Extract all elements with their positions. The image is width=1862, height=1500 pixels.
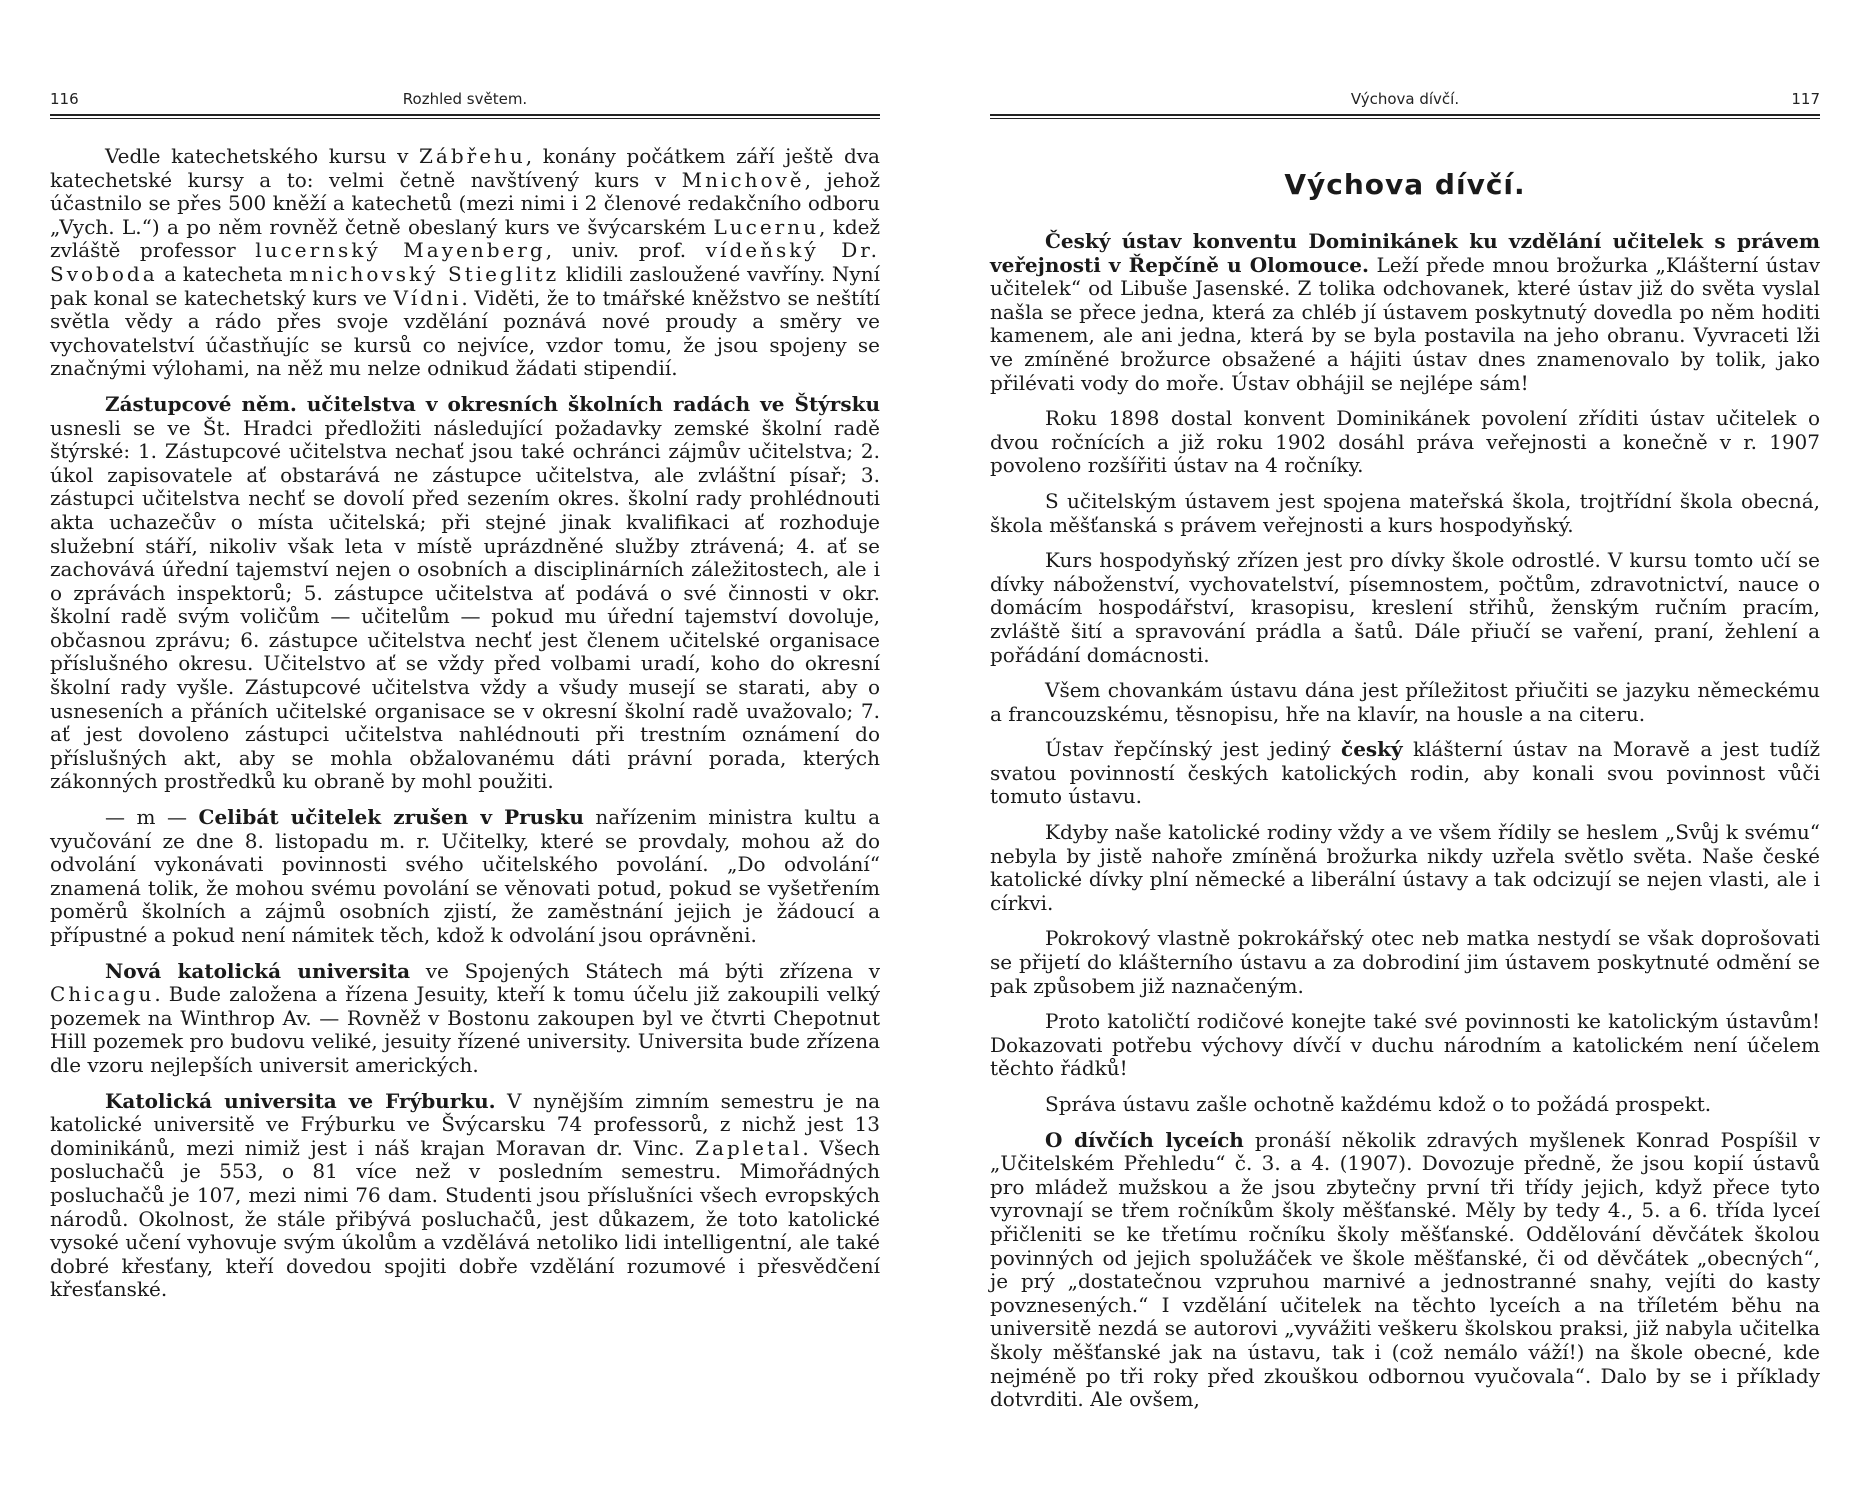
left-page-number: 116 — [50, 90, 79, 108]
text-run: . Viděti, že to tmářské kněžstvo se neštítí světla vědy a rádo přes svoje vzdělání poznává nové proudy a směry ve vychovatelství účastňujíc se kursů co nejvíce, vzdor tomu, že jsou spojeny se značnými výlohami, na něž mu nelze odnikud žádati stipendií. — [50, 285, 880, 381]
right-running-head — [990, 90, 1820, 114]
paragraph-katechetske-kursy — [50, 145, 880, 381]
paragraph-repcin-ustav — [990, 230, 1820, 395]
paragraph-jediny-cesky — [990, 738, 1820, 809]
paragraph-nova-universita — [50, 960, 880, 1078]
paragraph-divci-lycea — [990, 1129, 1820, 1412]
text-run: V nynějším zimním semestru je na katolické universitě ve Frýburku ve Švýcarsku 74 professorů, z nichž jest 13 dominikánů, mezi nimiž jest i náš krajan Moravan dr. Vinc. — [50, 1088, 881, 1160]
text-run: . Všech posluchačů je 553, o 81 více než v posledním semestru. Mimořádných posluchačů je 107, mezi nimi 76 dam. Studenti jsou příslušníci všech evropských národů. Okolnost, že stále přibývá posluchačů, jest důkazem, že toto katolické vysoké učení vyhovuje svým úkolům a vzdělává netoliko lidi intelligentní, ale také dobré křesťany, kteří dovedou spojiti dobře vzdělání rozumové i přesvědčení křesťanské. — [50, 1135, 881, 1302]
left-header-rule — [50, 114, 880, 119]
paragraph-zastupcove-stirsko — [50, 393, 880, 794]
paragraph-celibat-ucitelek — [50, 806, 880, 948]
spaced-word: Zábřehu — [419, 144, 526, 168]
spaced-word: lucernský Mayenberg — [255, 238, 546, 263]
spaced-word: Mnichově — [681, 167, 805, 192]
text-run: pronáší několik zdravých myšlenek Konrad Pospíšil v „Učitelském Přehledu“ č. 3. a 4. (1907). Dovozuje předně, že jsou kopií ústavů pro mládež mužskou a že jsou zbytečny první tři třídy jejich, když přece tyto vyrovnají se třem ročníkům školy měšťanské. Měly by tedy 4., 5. a 6. třída lyceí přičleniti se ke třetímu ročníku školy měšťanské. Oddělování děvčátek školou povinných od jejich spolužáček ve škole měšťanské, či od děvčátek „obecných“, je prý „dostatečnou vzpruhou marnivé a jednostranné snahy, vejíti do kasty povznesených.“ I vzdělání učitelek na těchto lyceích a na tříletém běhu na universitě nezdá se autorovi „vyvážiti veškeru školskou praksi, již nabyla učitelka školy měšťanské jak na ústavu, tak i (což nemálo váží!) na škole obecné, kde nejméně po tři roky před zkouškou odbornou vyučovala“. Dalo by se i příklady dotvrditi. Ale ovšem, — [990, 1127, 1820, 1412]
paragraph-kurs-hospodynsky: Kurs hospodyňský zřízen jest pro dívky škole odrostlé. V kursu tomto učí se dívky náboženství, vychovatelství, písemnostem, počtům, zdravotnictví, nauce o domácím hospodářství, krasopisu, kreslení střihů, ženským ručním pracím, zvláště šití a spravování prádla a šatů. Dále přiučí se vaření, praní, žehlení a pořádání domácnosti. — [990, 548, 1820, 667]
paragraph-heading: Zástupcové něm. učitelstva v okresních školních radách ve Štýrsku — [105, 391, 880, 416]
right-header-rule — [990, 114, 1820, 119]
spaced-word: Vídni — [393, 285, 462, 310]
text-run: klidili zasloužené vavříny. Nyní pak konal se katechetský kurs ve — [50, 261, 881, 310]
right-page — [990, 0, 1820, 1500]
paragraph-pokrokovy-otec: Pokrokový vlastně pokrokářský otec neb matka nestydí se však doprošovati se přijetí do klášterního ústavu a za dobrodiní jim ústavem poskytnuté odmění se pak způsobem již naznačeným. — [990, 926, 1820, 998]
paragraph-sprava-prospekt: Správa ústavu zašle ochotně každému kdož o to požádá prospekt. — [1045, 1092, 1712, 1116]
left-running-title: Rozhled světem. — [402, 90, 528, 108]
spaced-word: Zapletal — [695, 1135, 803, 1160]
left-body — [50, 145, 880, 1314]
right-running-title: Výchova dívčí. — [1350, 90, 1460, 108]
right-page-number: 117 — [1791, 90, 1820, 108]
emphasis-word: český — [1341, 737, 1403, 762]
spaced-word: vídeňský Dr. Svoboda — [50, 238, 881, 286]
text-run: Leží přede mnou brožurka „Klášterní ústav učitelek“ od Libuše Jasenské. Z tolika odchovanek, které ústav již do světa vyslal našla se přece jedna, která za chléb jí ústavem poskytnutý dovedla po něm hoditi kamenem, ale ani jedna, která by se byla postavila na jeho obranu. Vyvraceti lži ve zmíněné brožurce obsažené a hájiti ústav dnes znamenovalo by tolik, jako přilévati vody do moře. Ústav obhájil se nejlépe sám! — [990, 252, 1820, 395]
paragraph-svuj-k-svemu: Kdyby naše katolické rodiny vždy a ve všem řídily se heslem „Svůj k svému“ nebyla by jistě nahoře zmíněná brožurka nikdy uzřela světlo světa. Naše české katolické dívky plní německé a liberální ústavy a tak odcizují se nejen vlasti, ale i církvi. — [990, 820, 1820, 915]
text-run: klášterní ústav na Moravě a jest tudíž svatou povinností českých katolických rodin, aby konali svou povinnost vůči tomuto ústavu. — [990, 737, 1820, 809]
paragraph-katolicti-rodicove: Proto katoličtí rodičové konejte také své povinnosti ke katolickým ústavům! Dokazovati potřebu výchovy dívčí v duchu národním a katolickém není účelem těchto řádků! — [990, 1009, 1820, 1081]
text-run: . Bude založena a řízena Jesuity, kteří k tomu účelu již zakoupili velký pozemek na Winthrop Av. — Rovněž v Bostonu zakoupen byl ve čtvrti Chepotnut Hill pozemek pro budovu veliké, jesuity řízené university. Universita bude zřízena dle vzoru nejlepších universit amerických. — [50, 982, 880, 1077]
right-body — [990, 230, 1820, 1424]
paragraph-heading: Celibát učitelek zrušen v Prusku — [198, 805, 584, 830]
paragraph-heading: O dívčích lyceích — [1045, 1127, 1244, 1152]
paragraph-heading: Katolická universita ve Frýburku. — [105, 1088, 496, 1113]
text-run: , kdež zvláště professor — [50, 214, 880, 263]
paragraph-materska-skola: S učitelským ústavem jest spojena mateřská škola, trojtřídní škola obecná, škola měšťanská s právem veřejnosti a kurs hospodyňský. — [990, 488, 1820, 537]
text-run: , jehož účastnilo se přes 500 kněží a katechetů (mezi nimi i 2 členové redakčního odboru „Vych. L.“) a po něm rovněž četně obeslaný kurs ve švýcarském — [50, 167, 881, 239]
section-title: Výchova dívčí. — [1284, 168, 1526, 201]
paragraph-historie-ustavu: Roku 1898 dostal konvent Dominikánek povolení zříditi ústav učitelek o dvou ročnících a již roku 1902 dosáhl práva veřejnosti a konečně v r. 1907 povoleno rozšířiti ústav na 4 ročníky. — [990, 406, 1820, 478]
text-run: nařízenim ministra kultu a vyučování ze dne 8. listopadu m. r. Učitelky, které se provdaly, mohou až do odvolání vykonávati povinnosti svého učitelského povolání. „Do odvolání“ znamená tolik, že mohou svému povolání se věnovati potud, pokud se vyšetřením poměrů školních a zájmů osobních zjistí, že zaměstnání jejich je žádoucí a přípustné a pokud není námitek těch, kdož k odvolání jsou oprávněni. — [50, 805, 880, 947]
paragraph-fryburk-universita — [50, 1090, 880, 1302]
paragraph-heading: Český ústav konventu Dominikánek ku vzdělání učitelek s právem veřejnosti v Řepčíně u Olomouce. — [990, 229, 1820, 277]
paragraph-heading: Nová katolická universita — [105, 958, 411, 983]
text-run: Ústav řepčínský jest jediný — [1045, 737, 1342, 762]
text-run: Vedle katechetského kursu v — [105, 144, 420, 168]
text-run: ve Spojených Státech má býti zřízena v — [410, 958, 881, 983]
spaced-word: mnichovský Stieglitz — [289, 261, 560, 286]
spaced-word: Chicagu — [50, 982, 155, 1007]
left-running-head — [50, 90, 880, 114]
text-run: , konány počátkem září ještě dva katechetské kursy a to: velmi četně navštívený kurs v — [50, 144, 880, 192]
text-run: a katecheta — [157, 261, 290, 286]
spaced-word: Lucernu — [713, 214, 820, 239]
left-page — [50, 0, 880, 1500]
text-run: usnesli se ve Št. Hradci předložiti následující požadavky zemské školní radě štýrské: 1. Zástupcové učitelstva nechať jsou také ochránci zájmův učitelstva; 2. úkol zapisovatele ať obstarává ne zástupce učitelstva, ale zvláštní písař; 3. zástupci učitelstva nechť se dovolí před sezením okres. školní rady prohlédnouti akta uchazečův o místa učitelská; při stejné jinak kvalifikaci ať rozhoduje služební stáří, nikoliv však leta v místě uprázdněné služby ztrávená; 4. ať se zachovává úřední tajemství nejen o osobních a disciplinárních záležitostech, ale i o zprávách inspektorů; 5. zástupce učitelstva ať podává o své činnosti v okr. školní radě svým voličům — učitelům — pokud mu úřední tajemství dovoluje, občasnou zprávu; 6. zástupce učitelstva nechť jest členem učitelské organisace příslušného okresu. Učitelstvo ať se vždy před volbami uradí, koho do okresní školní rady vyšle. Zástupcové učitelstva vždy a všudy musejí se starati, aby o usneseních a přáních učitelské organisace se v okresní školní radě uvažovalo; 7. ať jest dovoleno zástupci učitelstva nahlédnouti při trestním oznámení do příslušných akt, aby se mohla obžalovanému dáti právní porada, kterých zákonných prostředků ku obraně by mohl použiti. — [50, 415, 880, 794]
paragraph-jazyky: Všem chovankám ústavu dána jest příležitost přiučiti se jazyku německému a francouzskému, těsnopisu, hře na klavír, na housle a na citeru. — [990, 678, 1820, 726]
text-run: , univ. prof. — [545, 238, 706, 263]
author-mark: — m — — [105, 805, 199, 830]
